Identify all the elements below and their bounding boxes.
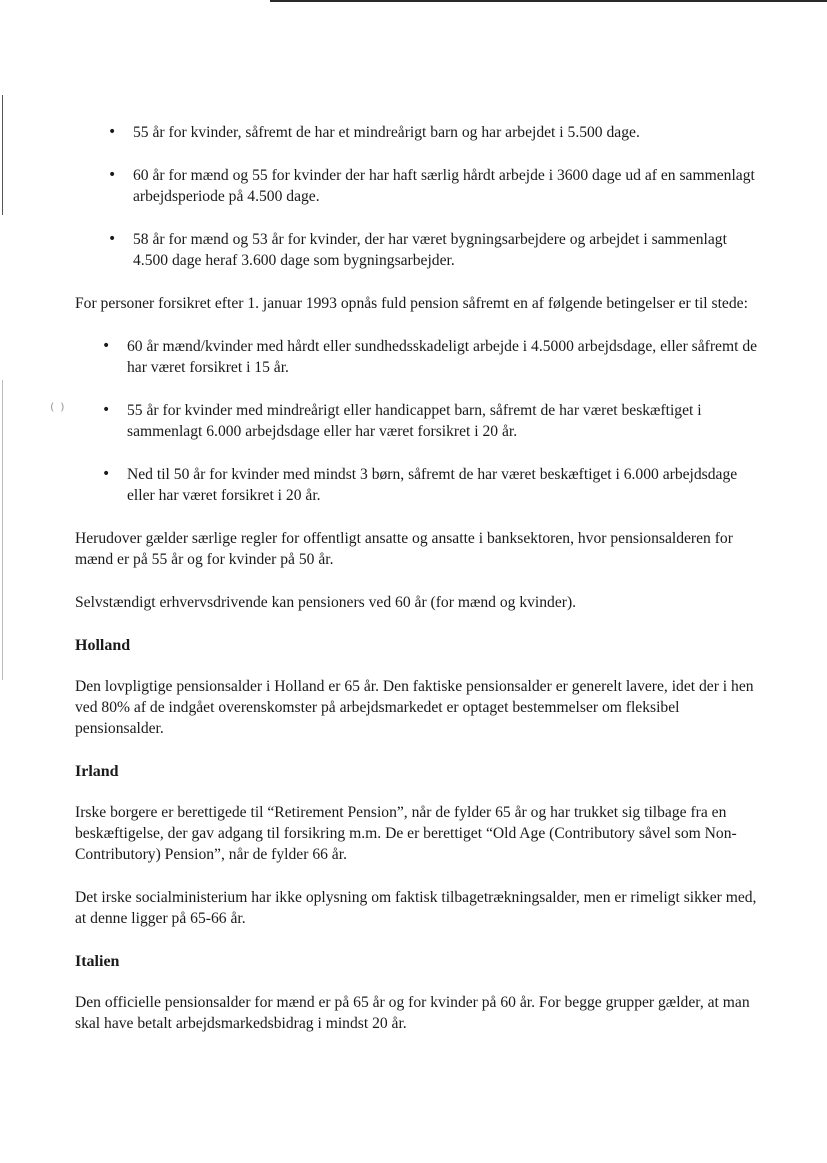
list-item-text: 58 år for mænd og 53 år for kvinder, der har været bygningsarbejdere og arbejdet i sammenlagt 4.500 dage heraf 3.600 dage som bygningsarbejder. bbox=[133, 231, 727, 269]
bullet-list-early-pension bbox=[75, 122, 765, 271]
list-item-text: Ned til 50 år for kvinder med mindst 3 børn, såfremt de har været beskæftiget i 6.000 arbejdsdage eller har været forsikret i 20 år. bbox=[127, 466, 738, 504]
bullet-dot-icon: • bbox=[108, 167, 117, 183]
margin-mark-icon: ⁽ ⁾ bbox=[50, 400, 65, 421]
list-item bbox=[75, 165, 765, 207]
list-item-text: 60 år for mænd og 55 for kvinder der har haft særlig hårdt arbejde i 3600 dage ud af en sammenlagt arbejdsperiode på 4.500 dage. bbox=[133, 167, 755, 205]
left-margin-line-faint bbox=[2, 380, 3, 680]
bullet-dot-icon: • bbox=[102, 466, 111, 482]
paragraph-italien: Den officielle pensionsalder for mænd er på 65 år og for kvinder på 60 år. For begge grupper gælder, at man skal have betalt arbejdsmarkedsbidrag i mindst 20 år. bbox=[75, 994, 750, 1032]
paragraph-holland: Den lovpligtige pensionsalder i Holland er 65 år. Den faktiske pensionsalder er generelt lavere, idet der i hen ved 80% af de indgået overenskomster på arbejdsmarkedet er optaget bestemmelser om fleksibel pensionsalder. bbox=[75, 678, 754, 737]
list-item-text: 55 år for kvinder med mindreårigt eller handicappet barn, såfremt de har været beskæftiget i sammenlagt 6.000 arbejdsdage eller har været forsikret i 20 år. bbox=[127, 402, 702, 440]
document-page bbox=[75, 122, 765, 1056]
paragraph-irland-1: Irske borgere er berettigede til “Retirement Pension”, når de fylder 65 år og har trukket sig tilbage fra en beskæftigelse, der gav adgang til forsikring m.m. De er berettiget “Old Age (Contributory såvel som Non-Contributory) Pension”, når de fylder 66 år. bbox=[75, 804, 737, 863]
bullet-dot-icon: • bbox=[102, 402, 111, 418]
list-item-text: 55 år for kvinder, såfremt de har et mindreårigt barn og har arbejdet i 5.500 dage. bbox=[133, 124, 640, 141]
bullet-dot-icon: • bbox=[108, 231, 117, 247]
section-heading-italien: Italien bbox=[75, 953, 120, 970]
top-rule bbox=[270, 0, 827, 2]
bullet-list-full-pension bbox=[75, 336, 765, 506]
section-heading-holland: Holland bbox=[75, 637, 131, 654]
list-item bbox=[75, 229, 765, 271]
paragraph-irland-2: Det irske socialministerium har ikke oplysning om faktisk tilbagetrækningsalder, men er rimeligt sikker med, at denne ligger på 65-66 år. bbox=[75, 889, 757, 927]
list-item bbox=[75, 122, 765, 143]
list-item bbox=[75, 464, 765, 506]
paragraph-selvstaendigt: Selvstændigt erhvervsdrivende kan pensioners ved 60 år (for mænd og kvinder). bbox=[75, 594, 577, 611]
list-item bbox=[75, 400, 765, 442]
list-item bbox=[75, 336, 765, 378]
bullet-dot-icon: • bbox=[108, 124, 117, 140]
list-item-text: 60 år mænd/kvinder med hårdt eller sundhedsskadeligt arbejde i 4.5000 arbejdsdage, eller såfremt de har været forsikret i 15 år. bbox=[127, 338, 758, 376]
bullet-dot-icon: • bbox=[102, 338, 111, 354]
left-margin-line bbox=[2, 95, 3, 215]
paragraph-after-1993: For personer forsikret efter 1. januar 1993 opnås fuld pension såfremt en af følgende betingelser er til stede: bbox=[75, 295, 748, 312]
section-heading-irland: Irland bbox=[75, 763, 119, 780]
paragraph-herudover: Herudover gælder særlige regler for offentligt ansatte og ansatte i banksektoren, hvor pensionsalderen for mænd er på 55 år og for kvinder på 50 år. bbox=[75, 530, 733, 568]
